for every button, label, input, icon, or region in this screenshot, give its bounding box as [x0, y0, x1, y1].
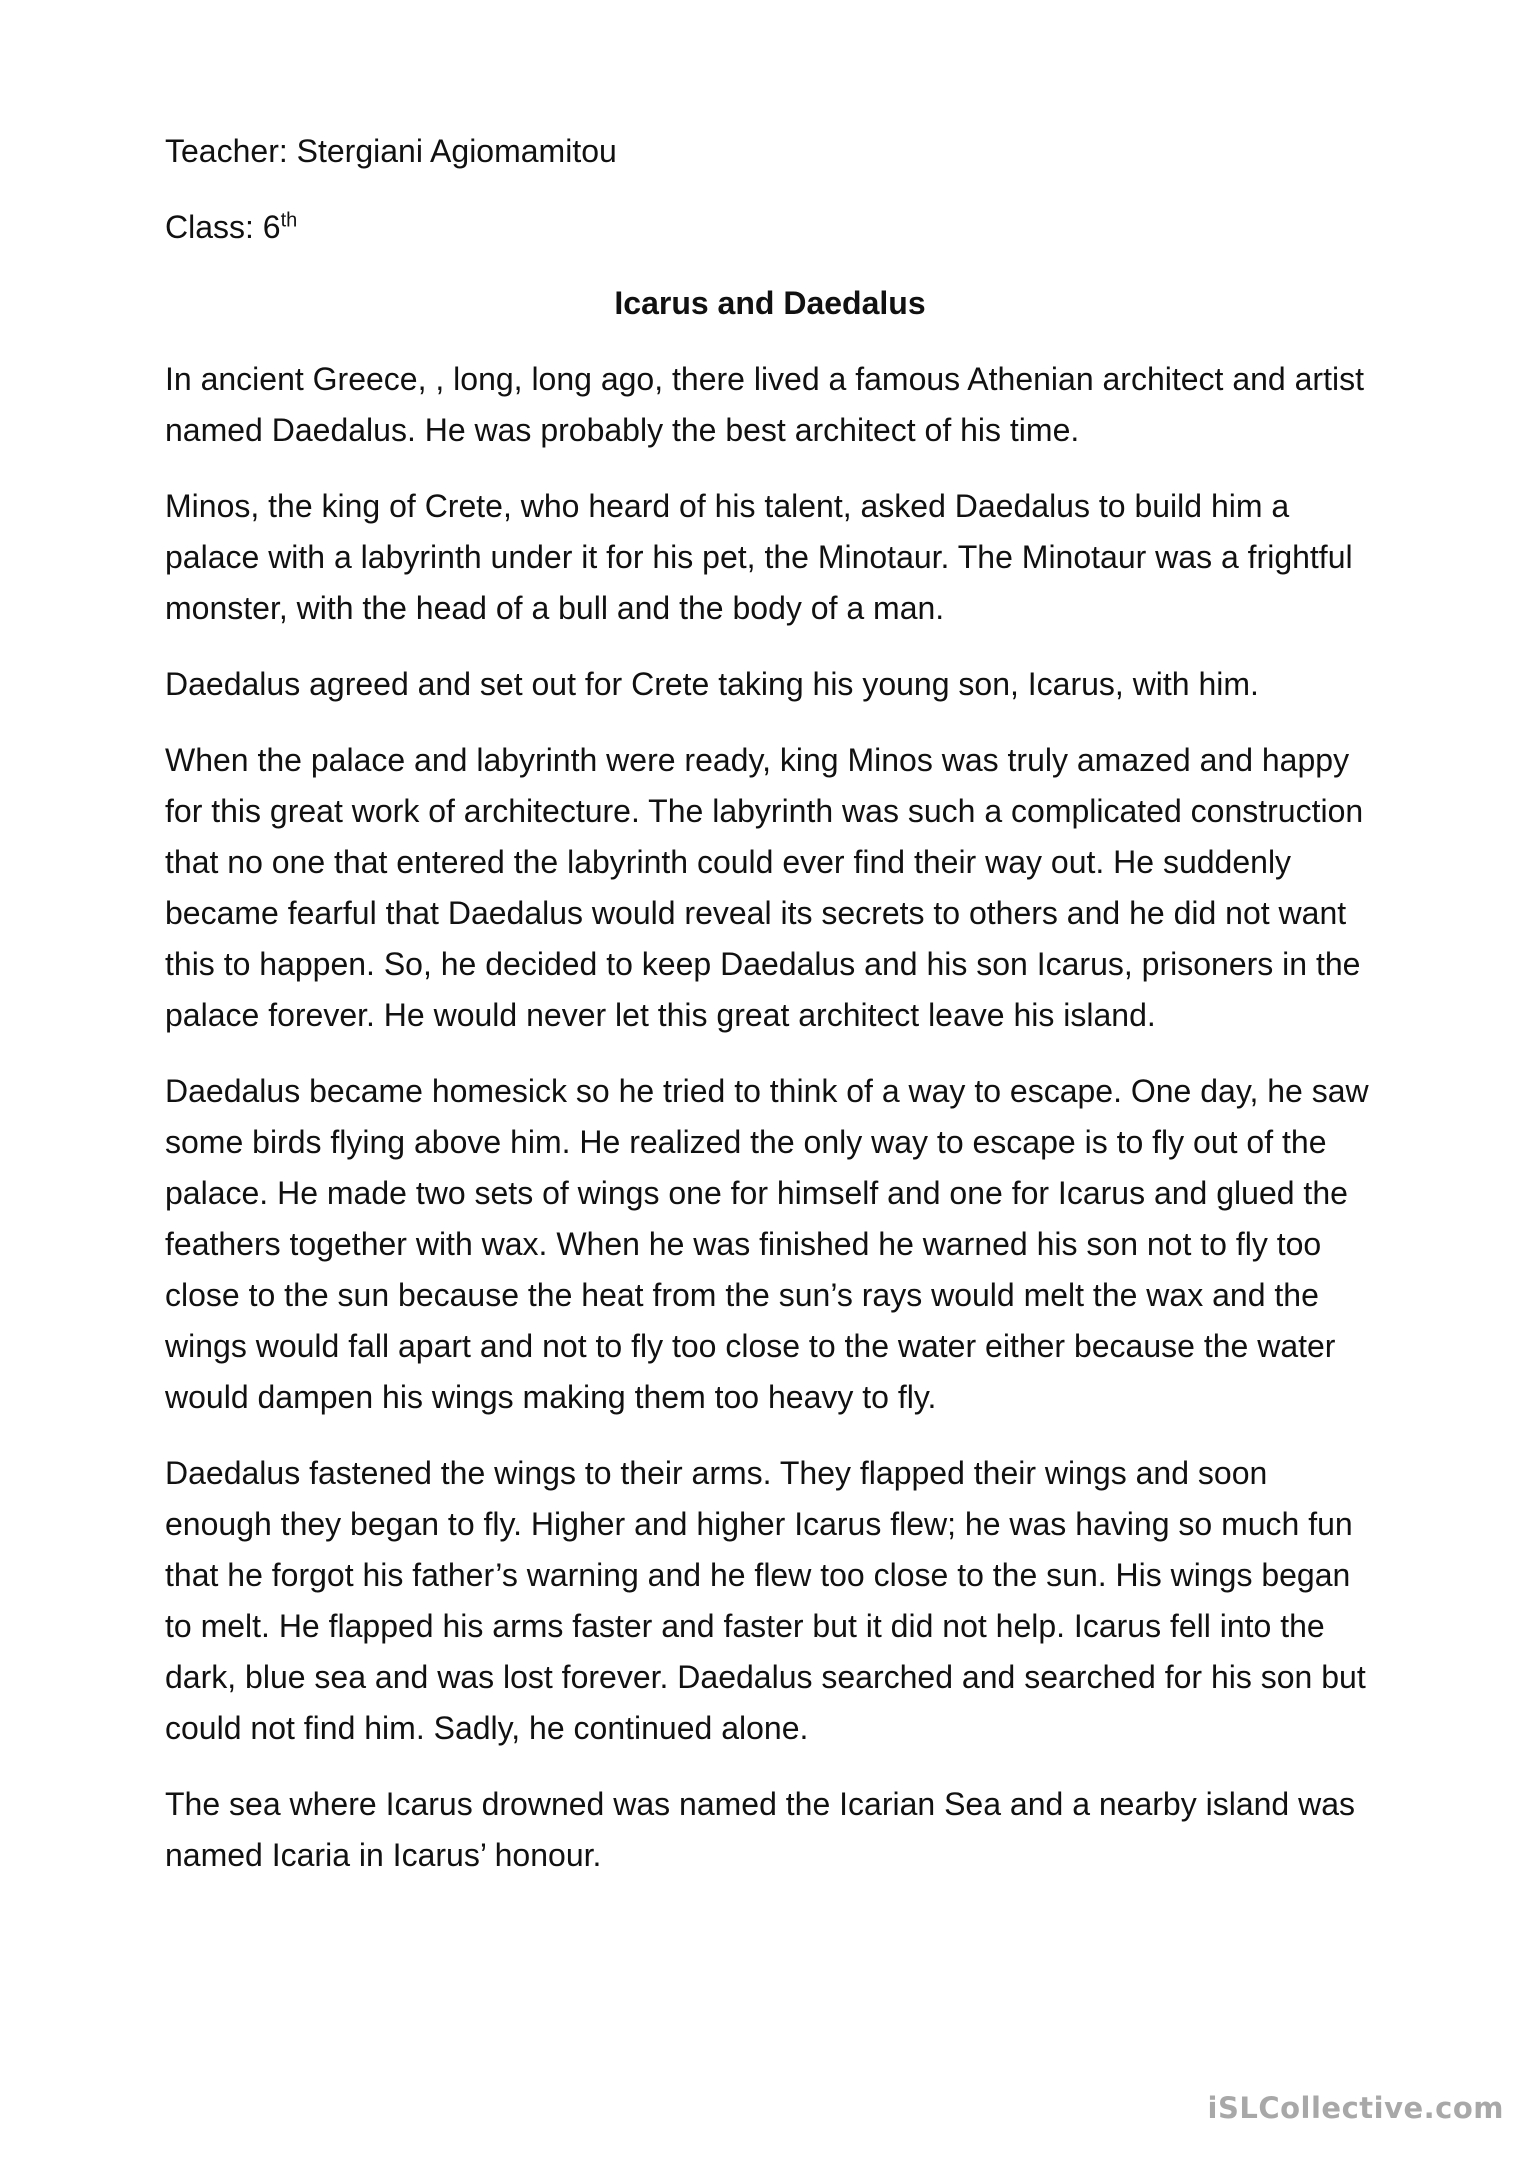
class-label: Class: 6 — [165, 209, 281, 245]
paragraph-5: Daedalus became homesick so he tried to think of a way to escape. One day, he saw some birds flying above him. He realized the only way to escape is to fly out of the palace. He made two sets of wings one for himself and one for Icarus and glued the feathers together with wax. When he was finished he warned his son not to fly too close to the sun because the heat from the sun’s rays would melt the wax and the wings would fall apart and not to fly too close to the water either because the water would dampen his wings making them too heavy to fly. — [165, 1073, 1369, 1415]
document-content — [165, 126, 1375, 1906]
paragraph-2: Minos, the king of Crete, who heard of his talent, asked Daedalus to build him a palace with a labyrinth under it for his pet, the Minotaur. The Minotaur was a frightful monster, with the head of a bull and the body of a man. — [165, 488, 1353, 626]
paragraph-4: When the palace and labyrinth were ready, king Minos was truly amazed and happy for this great work of architecture. The labyrinth was such a complicated construction that no one that entered the labyrinth could ever find their way out. He suddenly became fearful that Daedalus would reveal its secrets to others and he did not want this to happen. So, he decided to keep Daedalus and his son Icarus, prisoners in the palace forever. He would never let this great architect leave his island. — [165, 742, 1364, 1033]
teacher-line: Teacher: Stergiani Agiomamitou — [165, 133, 617, 169]
paragraph-6: Daedalus fastened the wings to their arms. They flapped their wings and soon enough they began to fly. Higher and higher Icarus flew; he was having so much fun that he forgot his father’s warning and he flew too close to the sun. His wings began to melt. He flapped his arms faster and faster but it did not help. Icarus fell into the dark, blue sea and was lost forever. Daedalus searched and searched for his son but could not find him. Sadly, he continued alone. — [165, 1455, 1366, 1746]
paragraph-7: The sea where Icarus drowned was named the Icarian Sea and a nearby island was named Icaria in Icarus’ honour. — [165, 1786, 1356, 1873]
story-title: Icarus and Daedalus — [614, 285, 926, 321]
paragraph-3: Daedalus agreed and set out for Crete taking his young son, Icarus, with him. — [165, 666, 1259, 702]
class-line — [165, 202, 1375, 253]
paragraph-1: In ancient Greece, , long, long ago, there lived a famous Athenian architect and artist named Daedalus. He was probably the best architect of his time. — [165, 361, 1364, 448]
class-ordinal-suffix: th — [280, 209, 298, 232]
watermark-logo: iSLCollective.com — [1207, 2091, 1504, 2125]
